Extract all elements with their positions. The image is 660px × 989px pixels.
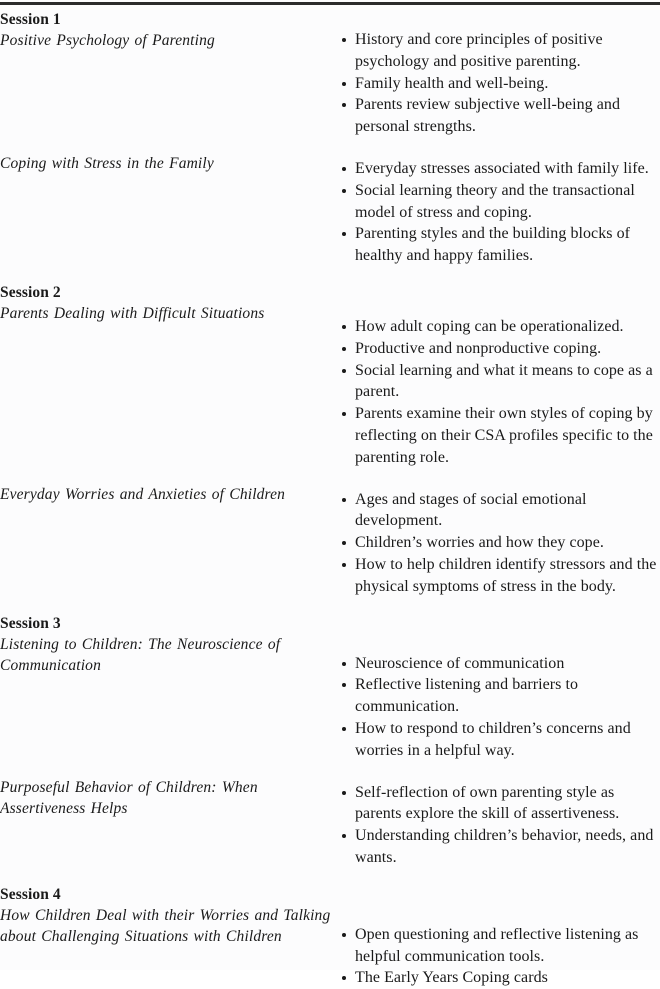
bullet-offset-spacer <box>340 469 660 489</box>
topic-row <box>0 469 660 598</box>
bullet-list <box>340 653 660 762</box>
list-item: Everyday stresses associated with family life. <box>340 158 660 180</box>
session-label: Session 3 <box>0 614 61 632</box>
list-item: Open questioning and reflective listening as helpful communication tools. <box>340 924 660 968</box>
header-rule <box>0 2 660 5</box>
session-row <box>0 869 660 989</box>
bullet-list <box>340 316 660 469</box>
session-row <box>0 598 660 762</box>
topic-bullets-cell <box>340 598 660 762</box>
session-label: Session 4 <box>0 885 61 903</box>
bullet-offset-spacer <box>340 598 660 618</box>
bullet-list <box>340 158 660 267</box>
bullet-list <box>340 924 660 989</box>
topic-title: Purposeful Behavior of Children: When Assertiveness Helps <box>0 778 258 818</box>
session-row <box>0 9 660 138</box>
topic-title: Coping with Stress in the Family <box>0 154 214 172</box>
topic-bullets-cell <box>340 9 660 138</box>
bullet-offset-spacer-2 <box>340 618 660 638</box>
topic-bullets-cell <box>340 762 660 869</box>
session-spacer <box>0 598 340 613</box>
bullet-offset-spacer-3 <box>340 909 660 924</box>
list-item: Self-reflection of own parenting style as parents explore the skill of assertiveness. <box>340 782 660 826</box>
session-heading-cell <box>0 267 340 469</box>
topic-bullets-cell <box>340 469 660 598</box>
list-item: The Early Years Coping cards <box>340 967 660 989</box>
list-item: Parenting styles and the building blocks of healthy and happy families. <box>340 223 660 267</box>
session-row <box>0 267 660 469</box>
topic-bullets-cell <box>340 267 660 469</box>
list-item: Family health and well-being. <box>340 73 660 95</box>
session-table <box>0 9 660 989</box>
bullet-offset-spacer <box>340 267 660 287</box>
topic-spacer <box>0 469 340 484</box>
list-item: Children’s worries and how they cope. <box>340 532 660 554</box>
bullet-list <box>340 782 660 869</box>
topic-row <box>0 138 660 267</box>
session-spacer <box>0 869 340 884</box>
session-heading-cell <box>0 869 340 989</box>
list-item: How adult coping can be operationalized. <box>340 316 660 338</box>
list-item: History and core principles of positive psychology and positive parenting. <box>340 29 660 73</box>
topic-title: Listening to Children: The Neuroscience of Communication <box>0 635 281 675</box>
session-label: Session 2 <box>0 283 61 301</box>
list-item: How to respond to children’s concerns and worries in a helpful way. <box>340 718 660 762</box>
bullet-offset-spacer <box>340 138 660 158</box>
list-item: Parents review subjective well-being and personal strengths. <box>340 94 660 138</box>
bullet-offset-spacer-3 <box>340 307 660 316</box>
list-item: Social learning theory and the transactional model of stress and coping. <box>340 180 660 224</box>
topic-bullets-cell <box>340 138 660 267</box>
topic-title-cell <box>0 469 340 598</box>
bullet-offset-spacer-2 <box>340 889 660 909</box>
bullet-list <box>340 489 660 598</box>
topic-title: Everyday Worries and Anxieties of Children <box>0 485 286 503</box>
bullet-offset-spacer-2 <box>340 287 660 307</box>
topic-title-cell <box>0 762 340 869</box>
session-outline <box>0 9 660 989</box>
list-item: Neuroscience of communication <box>340 653 660 675</box>
bullet-list <box>340 29 660 138</box>
topic-title-cell <box>0 138 340 267</box>
topic-row <box>0 762 660 869</box>
list-item: How to help children identify stressors and the physical symptoms of stress in the body. <box>340 554 660 598</box>
list-item: Reflective listening and barriers to communication. <box>340 674 660 718</box>
topic-title: Parents Dealing with Difficult Situations <box>0 304 265 322</box>
list-item: Ages and stages of social emotional development. <box>340 489 660 533</box>
topic-title: Positive Psychology of Parenting <box>0 32 215 49</box>
list-item: Understanding children’s behavior, needs, and wants. <box>340 825 660 869</box>
session-heading-cell <box>0 9 340 138</box>
list-item: Social learning and what it means to cope as a parent. <box>340 360 660 404</box>
bullet-offset-spacer <box>340 762 660 782</box>
session-label: Session 1 <box>0 11 61 28</box>
list-item: Productive and nonproductive coping. <box>340 338 660 360</box>
topic-title: How Children Deal with their Worries and Talking about Challenging Situations with Children <box>0 906 331 946</box>
bullet-offset-spacer <box>340 869 660 889</box>
topic-bullets-cell <box>340 869 660 989</box>
bullet-offset-spacer <box>340 9 660 29</box>
session-heading-cell <box>0 598 340 762</box>
session-spacer <box>0 267 340 282</box>
list-item: Parents examine their own styles of coping by reflecting on their CSA profiles specific to the parenting role. <box>340 403 660 468</box>
topic-spacer <box>0 762 340 777</box>
bullet-offset-spacer-3 <box>340 638 660 653</box>
topic-spacer <box>0 138 340 153</box>
